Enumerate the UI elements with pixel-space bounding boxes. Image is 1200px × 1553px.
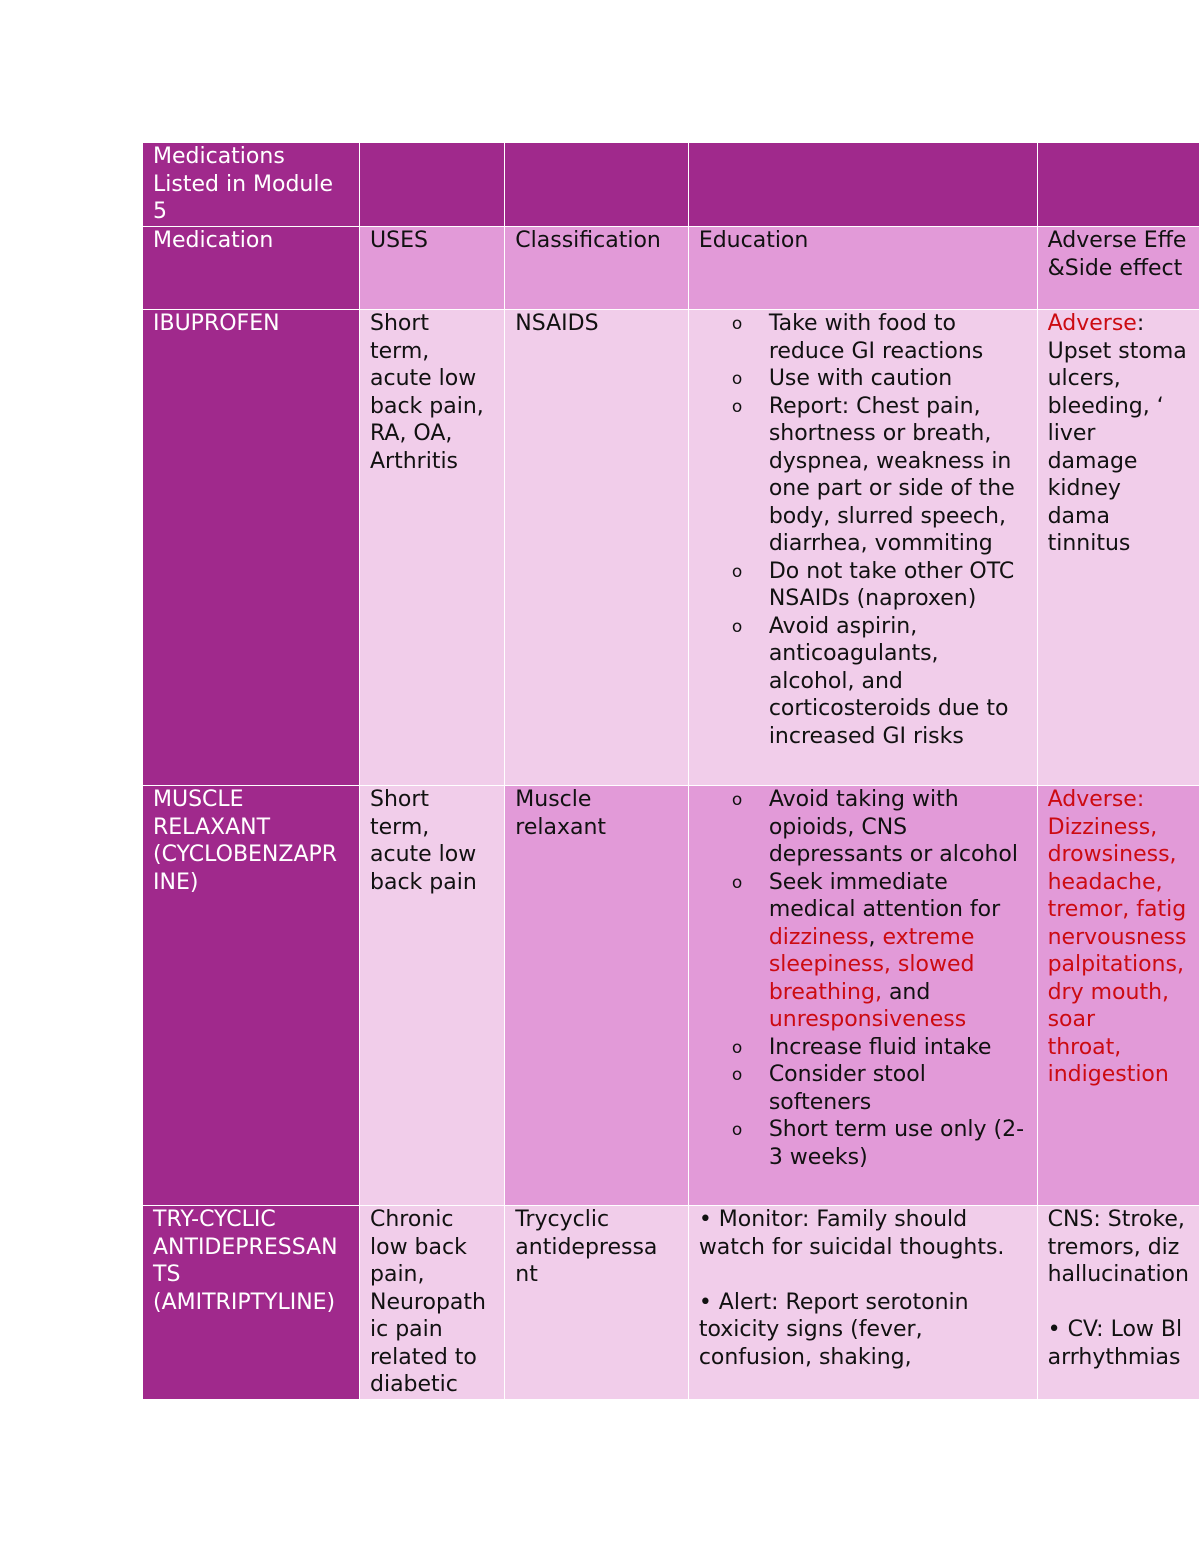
education-cell bbox=[688, 310, 1037, 786]
header-uses: USES bbox=[360, 227, 505, 310]
module-title: Medications Listed in Module 5 bbox=[153, 144, 333, 224]
header-education: Education bbox=[688, 227, 1037, 310]
header-row bbox=[143, 227, 1200, 310]
row-tricyclic bbox=[143, 1206, 1200, 1400]
title-row bbox=[143, 143, 1200, 227]
education-list bbox=[699, 786, 1027, 1171]
medication-cell: IBUPROFEN bbox=[143, 310, 360, 786]
header-adverse: Adverse Effe &Side effect bbox=[1037, 227, 1199, 310]
education-item: o Report: Chest pain, shortness or breath, dyspnea, weakness in one part or side of the body, slurred speech, diarrhea, vommiting bbox=[769, 393, 1027, 558]
adverse-label: Adverse bbox=[1047, 311, 1137, 336]
education-item: o Short term use only (2-3 weeks) bbox=[769, 1116, 1027, 1171]
classification-cell: Trycyclic antidepressa nt bbox=[505, 1206, 689, 1400]
adverse-cell: Adverse: Upset stoma ulcers, bleeding, ‘ liver damage kidney dama tinnitus bbox=[1037, 310, 1199, 786]
adverse-text: Upset stoma ulcers, bleeding, ‘ liver damage kidney dama tinnitus bbox=[1047, 338, 1187, 556]
adverse-cell bbox=[1037, 786, 1199, 1206]
medication-cell: TRY-CYCLIC ANTIDEPRESSAN TS (AMITRIPTYLINE) bbox=[143, 1206, 360, 1400]
education-item: o Consider stool softeners bbox=[769, 1061, 1027, 1116]
adverse-paragraph: • CV: Low Bl arrhythmias bbox=[1047, 1317, 1183, 1370]
adverse-cell bbox=[1037, 1206, 1199, 1400]
adverse-paragraph: CNS: Stroke, tremors, diz hallucination bbox=[1047, 1207, 1189, 1287]
header-medication: Medication bbox=[143, 227, 360, 310]
education-item: o Seek immediate medical attention for dizziness, extreme sleepiness, slowed breathing, and unresponsiveness bbox=[769, 869, 1027, 1034]
education-list bbox=[699, 310, 1027, 750]
medication-cell: MUSCLE RELAXANT (CYCLOBENZAPR INE) bbox=[143, 786, 360, 1206]
classification-cell: Muscle relaxant bbox=[505, 786, 689, 1206]
education-cell bbox=[688, 1206, 1037, 1400]
education-item: o Do not take other OTC NSAIDs (naproxen) bbox=[769, 558, 1027, 613]
medication-table bbox=[142, 142, 1200, 1400]
education-item: o Avoid aspirin, anticoagulants, alcohol, and corticosteroids due to increased GI risks bbox=[769, 613, 1027, 751]
title-empty-cell bbox=[505, 143, 689, 227]
education-paragraph: • Monitor: Family should watch for suicidal thoughts. bbox=[698, 1207, 1005, 1260]
row-muscle-relaxant bbox=[143, 786, 1200, 1206]
title-empty-cell bbox=[688, 143, 1037, 227]
adverse-text: Adverse: Dizziness, drowsiness, headache, tremor, fatig nervousness palpitations, dry mouth, soar throat, indigestion bbox=[1047, 787, 1187, 1087]
row-ibuprofen bbox=[143, 310, 1200, 786]
education-cell bbox=[688, 786, 1037, 1206]
title-empty-cell bbox=[360, 143, 505, 227]
education-item: o Increase fluid intake bbox=[769, 1034, 1027, 1062]
classification-cell: NSAIDS bbox=[505, 310, 689, 786]
education-item: o Use with caution bbox=[769, 365, 1027, 393]
education-item: o Take with food to reduce GI reactions bbox=[769, 310, 1027, 365]
header-classification: Classification bbox=[505, 227, 689, 310]
uses-cell: Short term, acute low back pain, RA, OA, Arthritis bbox=[360, 310, 505, 786]
uses-cell: Chronic low back pain, Neuropath ic pain related to diabetic bbox=[360, 1206, 505, 1400]
uses-cell: Short term, acute low back pain bbox=[360, 786, 505, 1206]
education-item: o Avoid taking with opioids, CNS depressants or alcohol bbox=[769, 786, 1027, 869]
education-paragraph: • Alert: Report serotonin toxicity signs (fever, confusion, shaking, bbox=[698, 1289, 969, 1370]
title-empty-cell bbox=[1037, 143, 1199, 227]
module-title-cell bbox=[143, 143, 360, 227]
